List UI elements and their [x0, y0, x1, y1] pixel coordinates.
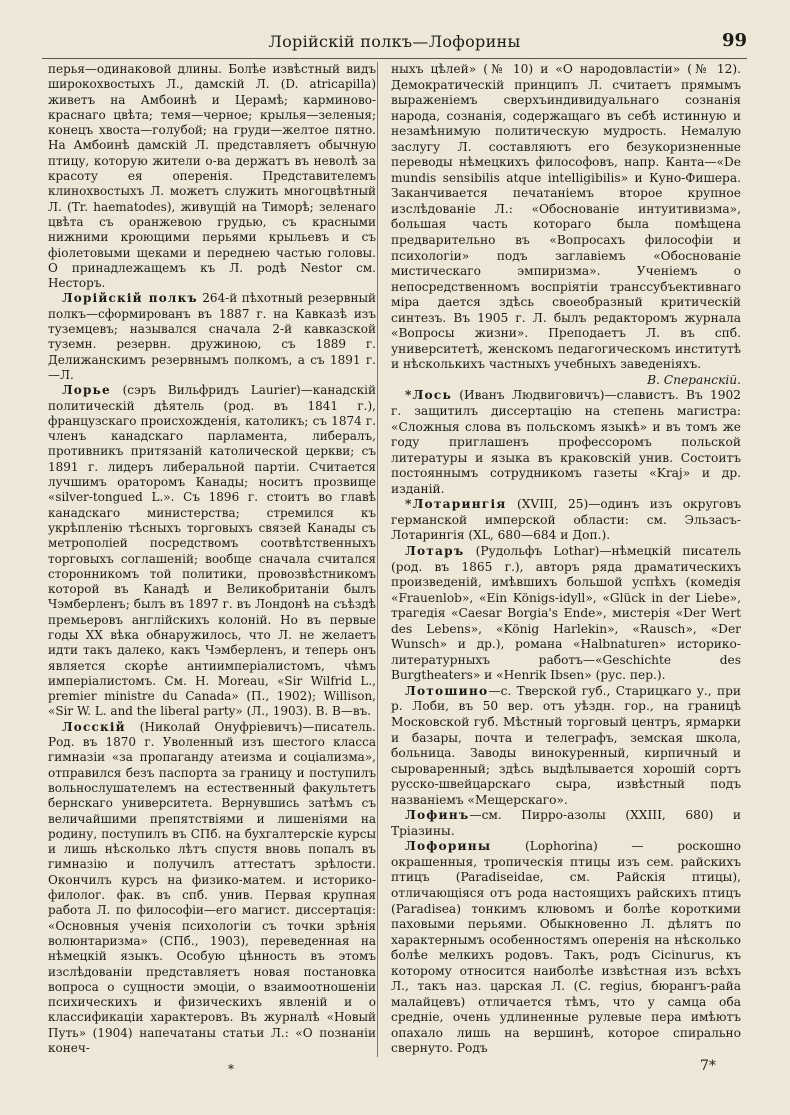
entry-text: (Николай Онуфріевичъ)—писатель. Род. въ 1870 г. Уволенный изъ шестого класса гимназіи «за пропаганду атеизма и соціализма», отправился безъ паспорта за границу и поступилъ вольнослушателемъ на естественный факультетъ бернскаго университета. Вернувшись затѣмъ съ величайшими препятствіями и лишеніями на родину, поступилъ въ СПб. на бухгалтерскіе курсы и лишь нѣсколько лѣтъ спустя вновь попалъ въ гимназію и получилъ аттестатъ зрѣлости. Окончилъ курсъ на физико-матем. и историко-филолог. фак. въ спб. унив. Первая крупная работа Л. по философіи—его магист. диссертація: «Основныя ученія психологіи съ точки зрѣнія волюнтаризма» (СПб., 1903), переведенная на нѣмецкій языкъ. Особую цѣнность въ этомъ изслѣдованіи представляетъ новая постановка вопроса о сущности эмоціи, о взаимоотношеніи психическихъ и физическихъ явленій и о классификаціи характеровъ. Въ журналѣ «Новый Путь» (1904) напечатаны статьи Л.: «О познаніи конеч-	[48, 719, 376, 1055]
encyclopedia-entry	[391, 808, 741, 839]
footer-mark: *	[228, 1062, 234, 1076]
encyclopedia-entry	[48, 720, 376, 1057]
entry-headword: Лосскій	[62, 719, 126, 734]
continued-paragraph	[391, 62, 741, 373]
encyclopedia-entry	[391, 839, 741, 1057]
encyclopedia-entry	[48, 383, 376, 720]
paragraph-text: ныхъ цѣлей» (№ 10) и «О народовластіи» (№ 12). Демократическій принципъ Л. считаетъ прямымъ выраженіемъ сверхъиндивидуальнаго сознанія народа, сознанія, содержащаго въ себѣ истинную и незамѣнимую политическую мудрость. Немалую заслугу Л. составляютъ его безукоризненные переводы нѣмецкихъ философовъ, напр. Канта—«De mundis sensibilis atque intelligibilis» и Куно-Фишера. Заканчивается печатаніемъ второе крупное изслѣдованіе Л.: «Обоснованіе интуитивизма», большая часть котораго была помѣщена предварительно въ «Вопросахъ философіи и психологіи» подъ заглавіемъ «Обоснованіе мистическаго эмпиризма». Ученіемъ о непосредственномъ воспріятіи транссубъективнаго міра дается здѣсь своеобразный критическій синтезъ. Въ 1905 г. Л. былъ редакторомъ журнала «Вопросы жизни». Преподаетъ Л. въ спб. университетѣ, женскомъ педагогическомъ институтѣ и нѣсколькихъ частныхъ учебныхъ заведеніяхъ.	[391, 62, 741, 372]
encyclopedia-entry	[391, 684, 741, 808]
right-column	[391, 62, 741, 1057]
entry-headword: *Лотарингія	[405, 497, 507, 512]
entry-text: (Lophorina) — роскошно окрашенныя, тропическія птицы изъ сем. райскихъ птицъ (Paradiseidae, см. Райскія птицы), отличающіяся отъ рода настоящихъ райскихъ птицъ (Paradisea) тонкимъ клювомъ и болѣе короткими паховыми перьями. Обыкновенно Л. дѣлятъ по характернымъ особенностямъ оперенія на нѣсколько болѣе мелкихъ родовъ. Такъ, родъ Cicinurus, къ которому относится наиболѣе извѣстная изъ всѣхъ Л., такъ наз. царская Л. (C. regius, бюрангъ-райа малайцевъ) отличается тѣмъ, что у самца оба средніе, очень удлиненные рулевые пера имѣютъ опахало лишь на вершинѣ, которое спирально свернуто. Родъ	[391, 839, 741, 1056]
author-signature: В. Сперанскій.	[647, 372, 741, 387]
entry-headword: Лофинъ	[405, 808, 470, 823]
running-header	[42, 30, 747, 56]
header-title: Лорійскій полкъ—Лофорины	[268, 32, 521, 51]
column-divider	[377, 62, 378, 1057]
entry-text: (сэръ Вильфридъ Laurier)—канадскій политическій дѣятель (род. въ 1841 г.), французскаго происхожденія, католикъ; съ 1874 г. членъ канадскаго парламента, либералъ, противникъ притязаній католической церкви; съ 1891 г. лидеръ либеральной партіи. Считается лучшимъ ораторомъ Канады; носитъ прозвище «silver-tongued L.». Съ 1896 г. стоитъ во главѣ канадскаго министерства; стремился къ укрѣпленію тѣсныхъ торговыхъ связей Канады съ метрополіей посредствомъ соотвѣтственныхъ торговыхъ соглашеній; вообще сначала считался сторонникомъ той политики, провозвѣстникомъ которой въ Канадѣ и Великобританіи былъ Чэмберленъ; былъ въ 1897 г. въ Лондонѣ на съѣздѣ премьеровъ англійскихъ колоній. Но въ первые годы XX вѣка обнаружилось, что Л. не желаетъ идти такъ далеко, какъ Чэмберленъ, и теперь онъ является скорѣе антиимперіалистомъ, чѣмъ имперіалистомъ. См. H. Moreau, «Sir Wilfrid L., premier ministre du Canada» (П., 1902); Willison, «Sir W. L. and the liberal party» (Л., 1903). В. В—въ.	[48, 383, 376, 719]
paragraph-text: перья—одинаковой длины. Болѣе извѣстный видъ широкохвостыхъ Л., дамскій Л. (D. atricapilla) живетъ на Амбоинѣ и Церамѣ; карминово-краснаго цвѣта; темя—черное; крылья—зеленыя; конецъ хвоста—голубой; на груди—желтое пятно. На Амбоинѣ дамскій Л. представляетъ обычную птицу, которую жители о-ва держатъ въ неволѣ за красоту ея оперенія. Представителемъ клинохвостыхъ Л. можетъ служить многоцвѣтный Л. (Tr. haematodes), живущій на Тиморѣ; зеленаго цвѣта съ оранжевою грудью, съ красными нижними кроющими перьями крыльевъ и съ фіолетовыми щеками и переднею частью головы. О принадлежащемъ къ Л. родѣ Nestor см. Несторъ.	[48, 62, 376, 291]
encyclopedia-entry	[391, 388, 741, 497]
header-rule	[42, 58, 747, 59]
encyclopedia-entry	[48, 291, 376, 383]
encyclopedia-entry	[391, 544, 741, 684]
entry-text: 264-й пѣхотный резервный полкъ—сформированъ въ 1887 г. на Кавказѣ изъ туземцевъ; назывался сначала 2-й кавказской туземн. резервн. дружиною, съ 1889 г. Делижанскимъ резервнымъ полкомъ, а съ 1891 г.—Л.	[48, 291, 376, 382]
encyclopedia-entry	[391, 497, 741, 544]
entry-text: —с. Тверской губ., Старицкаго у., при р. Лоби, въ 50 вер. отъ уѣздн. гор., на границѣ Московской губ. Мѣстный торговый центръ, ярмарки и базары, почта и телеграфъ, земская школа, больница. Заводы винокуренный, кирпичный и сыроваренный; здѣсь выдѣлывается хорошій сортъ русско-швейцарскаго сыра, извѣстный подъ названіемъ «Мещерскаго».	[391, 683, 741, 807]
entry-headword: Лорійскій полкъ	[62, 291, 198, 306]
entry-headword: Лотаръ	[405, 543, 465, 558]
entry-headword: *Лось	[405, 388, 452, 403]
entry-headword: Лорье	[62, 383, 111, 398]
entry-headword: Лотошино	[405, 683, 489, 698]
page-number: 99	[721, 30, 747, 51]
entry-text: (Рудольфъ Lothar)—нѣмецкій писатель (род. въ 1865 г.), авторъ ряда драматическихъ произведеній, имѣвшихъ большой успѣхъ (комедія «Frauenlob», «Ein Königs-idyll», «Glück in der Liebe», трагедія «Caesar Borgia's Ende», мистерія «Der Wert des Lebens», «König Harlekin», «Rausch», «Der Wunsch» и др.), романа «Halbnaturen» историко-литературныхъ работъ—«Geschichte des Burgtheaters» и «Henrik Ibsen» (рус. пер.).	[391, 543, 741, 683]
left-column	[48, 62, 376, 1056]
entry-headword: Лофорины	[405, 839, 492, 854]
entry-text: —см. Пирро-азолы (XXIII, 680) и Тріазины.	[391, 808, 741, 838]
entry-text: (Иванъ Людвиговичъ)—славистъ. Въ 1902 г. защитилъ диссертацію на степень магистра: «Сложныя слова въ польскомъ языкѣ» и въ томъ же году приглашенъ профессоромъ польской литературы и языка въ краковскій унив. Состоитъ постояннымъ сотрудникомъ газеты «Kraj» и др. изданій.	[391, 388, 741, 496]
entry-text: (XVIII, 25)—одинъ изъ округовъ германской имперской области: см. Эльзасъ-Лотарингія (XL, 680—684 и Доп.).	[391, 497, 741, 543]
continued-paragraph	[48, 62, 376, 291]
signature-mark: 7*	[700, 1058, 716, 1074]
